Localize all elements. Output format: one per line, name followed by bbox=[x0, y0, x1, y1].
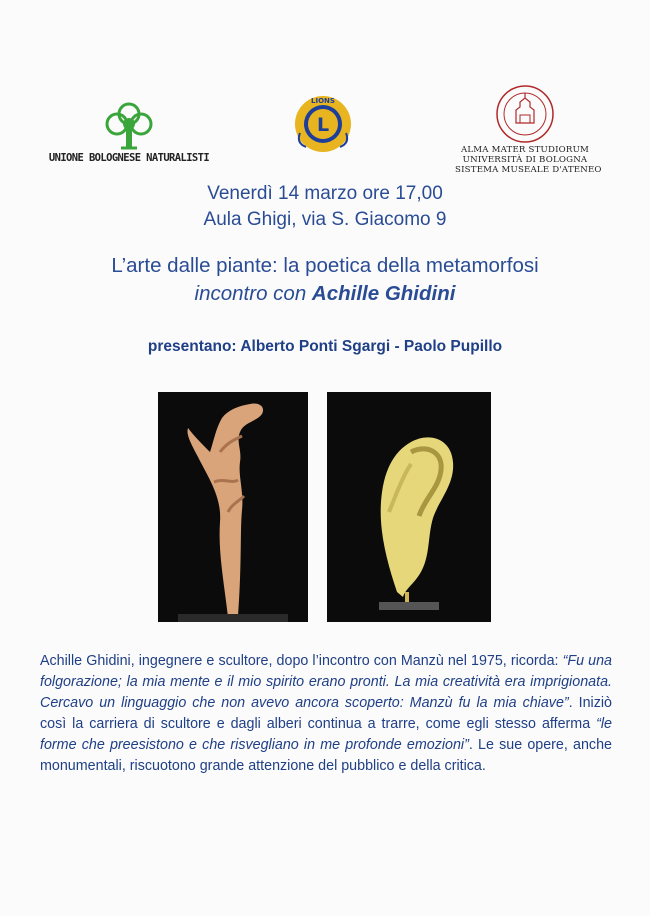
description-text-3: . Le sue opere, anche monumentali, riscuotono grande attenzione del pubblico e della critica. bbox=[40, 737, 612, 774]
description-text-2: . Iniziò così la carriera di scultore e dagli alberi continua a trarre, come egli stesso afferma bbox=[40, 695, 612, 732]
event-place: Aula Ghigi, via S. Giacomo 9 bbox=[203, 209, 447, 230]
unibo-line-2: UNIVERSITÀ DI BOLOGNA bbox=[462, 155, 588, 165]
subtitle-prefix: incontro con bbox=[194, 282, 312, 305]
description-paragraph bbox=[40, 651, 612, 777]
unibo-seal-icon bbox=[494, 83, 556, 145]
svg-text:L: L bbox=[316, 114, 330, 136]
event-subtitle bbox=[0, 282, 650, 306]
unibo-line-1: ALMA MATER STUDIORUM bbox=[460, 145, 590, 155]
header-logos bbox=[0, 0, 650, 180]
description-text-1: Achille Ghidini, ingegnere e scultore, dopo l’incontro con Manzù nel 1975, ricorda: bbox=[40, 653, 563, 669]
event-title: L’arte dalle piante: la poetica della metamorfosi bbox=[111, 254, 539, 277]
description-quote-1: “Fu una folgorazione; la mia mente e il mio spirito erano pronti. La mia creatività era imprigionata. Cercavo un linguaggio che non avevo ancora scoperto: Manzù fu la mia chiave” bbox=[40, 653, 612, 711]
sculpture-photo-gold bbox=[327, 392, 491, 622]
event-date: Venerdì 14 marzo ore 17,00 bbox=[207, 183, 443, 204]
ubn-logo bbox=[44, 100, 214, 170]
ubn-name: UNIONE BOLOGNESE NATURALISTI bbox=[48, 152, 210, 164]
unibo-line-3: SISTEMA MUSEALE D'ATENEO bbox=[455, 165, 602, 175]
presenters: presentano: Alberto Ponti Sgargi - Paolo Pupillo bbox=[147, 338, 503, 355]
lions-emblem-icon bbox=[292, 93, 354, 155]
unibo-logo bbox=[455, 83, 602, 178]
lions-logo bbox=[292, 93, 354, 155]
description-quote-2: “le forme che preesistono e che risvegliano in me profonde emozioni” bbox=[40, 716, 612, 753]
svg-text:LIONS: LIONS bbox=[311, 97, 335, 105]
artist-name: Achille Ghidini bbox=[311, 282, 456, 305]
tree-icon bbox=[101, 100, 157, 152]
sculpture-photo-wood bbox=[158, 392, 308, 622]
